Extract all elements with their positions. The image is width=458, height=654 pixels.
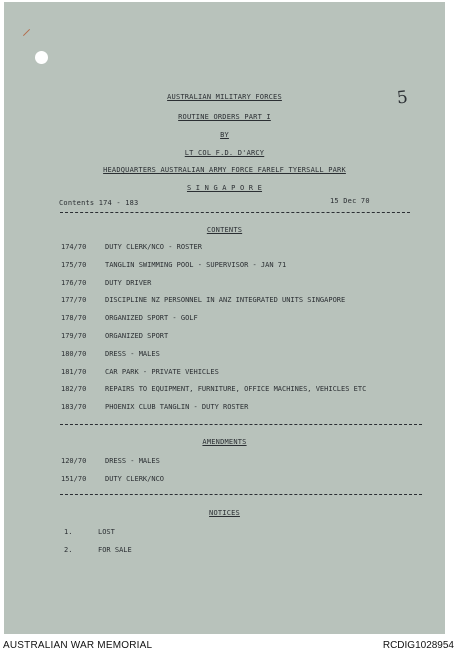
list-item-text: ORGANIZED SPORT <box>105 332 169 340</box>
list-item-text: DUTY DRIVER <box>105 279 152 287</box>
list-item-number: 120/70 <box>61 457 87 465</box>
divider <box>60 494 422 495</box>
header-title: ROUTINE ORDERS PART I <box>178 113 271 121</box>
contents-range: Contents 174 - 183 <box>59 199 139 207</box>
pen-mark <box>23 29 30 36</box>
list-item-number: 176/70 <box>61 279 87 287</box>
list-item-text: DRESS - MALES <box>105 457 160 465</box>
list-item-text: DRESS - MALES <box>105 350 160 358</box>
divider <box>60 424 422 425</box>
list-item-number: 174/70 <box>61 243 87 251</box>
punch-hole <box>35 51 48 64</box>
amendments-heading: AMENDMENTS <box>202 438 247 446</box>
list-item-number: 182/70 <box>61 385 87 393</box>
header-by: BY <box>220 131 229 139</box>
divider <box>60 212 410 213</box>
archive-credit: AUSTRALIAN WAR MEMORIAL <box>3 640 153 651</box>
list-item-text: CAR PARK - PRIVATE VEHICLES <box>105 368 219 376</box>
header-unit: HEADQUARTERS AUSTRALIAN ARMY FORCE FARELF TYERSALL PARK <box>103 166 346 174</box>
list-item-number: 179/70 <box>61 332 87 340</box>
notices-heading: NOTICES <box>209 509 240 517</box>
list-item-number: 1. <box>64 528 73 536</box>
list-item-text: FOR SALE <box>98 546 132 554</box>
list-item-number: 177/70 <box>61 296 87 304</box>
list-item-number: 175/70 <box>61 261 87 269</box>
list-item-number: 181/70 <box>61 368 87 376</box>
list-item-number: 180/70 <box>61 350 87 358</box>
list-item-text: DUTY CLERK/NCO - ROSTER <box>105 243 202 251</box>
list-item-text: DUTY CLERK/NCO <box>105 475 165 483</box>
header-organisation: AUSTRALIAN MILITARY FORCES <box>167 93 282 101</box>
list-item-text: PHOENIX CLUB TANGLIN - DUTY ROSTER <box>105 403 249 411</box>
list-item-number: 183/70 <box>61 403 87 411</box>
list-item-text: ORGANIZED SPORT - GOLF <box>105 314 198 322</box>
list-item-number: 2. <box>64 546 73 554</box>
contents-heading: CONTENTS <box>206 226 243 234</box>
list-item-text: REPAIRS TO EQUIPMENT, FURNITURE, OFFICE MACHINES, VEHICLES ETC <box>105 385 367 393</box>
list-item-text: DISCIPLINE NZ PERSONNEL IN ANZ INTEGRATED UNITS SINGAPORE <box>105 296 346 304</box>
archive-id: RCDIG1028954 <box>382 640 454 651</box>
document-page <box>4 2 445 634</box>
list-item-number: 151/70 <box>61 475 87 483</box>
page-number: 5 <box>395 87 409 109</box>
header-officer: LT COL F.D. D'ARCY <box>184 149 265 157</box>
header-location: S I N G A P O R E <box>186 184 263 192</box>
list-item-number: 178/70 <box>61 314 87 322</box>
list-item-text: LOST <box>98 528 115 536</box>
list-item-text: TANGLIN SWIMMING POOL - SUPERVISOR - JAN 71 <box>105 261 287 269</box>
order-date: 15 Dec 70 <box>330 197 370 205</box>
